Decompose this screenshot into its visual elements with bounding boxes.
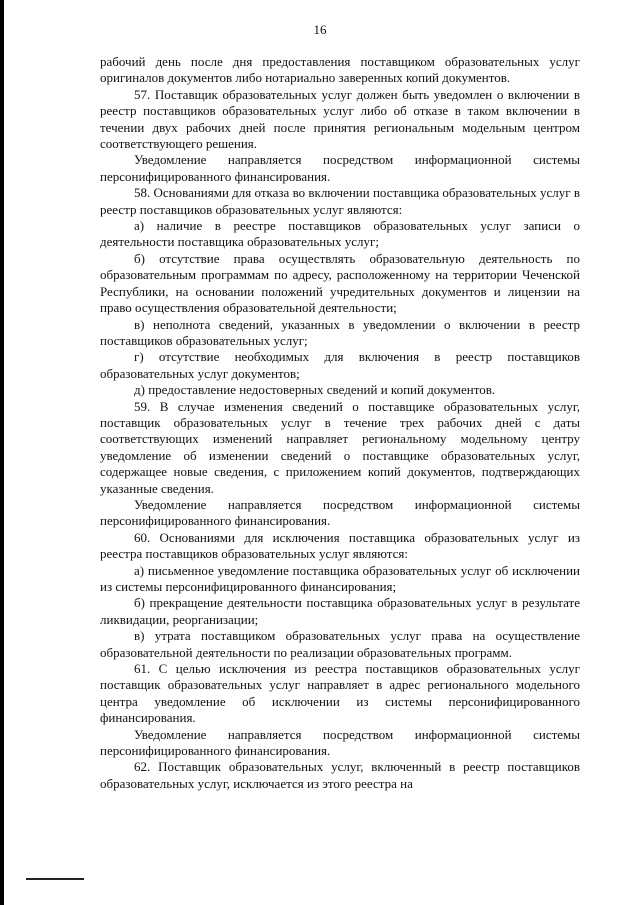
paragraph-59-notice: Уведомление направляется посредством информационной системы персонифицированного финансирования.: [100, 496, 580, 529]
paragraph-60: 60. Основаниями для исключения поставщика образовательных услуг из реестра поставщиков образовательных услуг являются:: [100, 529, 580, 562]
paragraph-59: 59. В случае изменения сведений о поставщике образовательных услуг, поставщик образовательных услуг в течение трех рабочих дней с даты соответствующих изменений направляет региональному модельному центру уведомление об изменении сведений о поставщике образовательных услуг, содержащее новые сведения, с приложением копий документов, подтверждающих указанные сведения.: [100, 398, 580, 496]
paragraph-58-b: б) отсутствие права осуществлять образовательную деятельность по образовательным программам по адресу, расположенному на территории Чеченской Республики, на основании положений учредительных документов и лицензии на право осуществления образовательной деятельности;: [100, 250, 580, 316]
scan-edge-bar: [0, 0, 4, 905]
paragraph-61-notice: Уведомление направляется посредством информационной системы персонифицированного финансирования.: [100, 726, 580, 759]
footer-rule: [26, 878, 84, 880]
paragraph-58-a: а) наличие в реестре поставщиков образовательных услуг записи о деятельности поставщика образовательных услуг;: [100, 218, 580, 250]
document-body: [100, 54, 580, 792]
paragraph-60-b: б) прекращение деятельности поставщика образовательных услуг в результате ликвидации, реорганизации;: [100, 595, 580, 627]
paragraph-continuation: рабочий день после дня предоставления поставщиком образовательных услуг оригиналов документов либо нотариально заверенных копий документов.: [100, 54, 580, 86]
paragraph-60-a: а) письменное уведомление поставщика образовательных услуг об исключении из системы персонифицированного финансирования;: [100, 562, 580, 594]
paragraph-60-v: в) утрата поставщиком образовательных услуг права на осуществление образовательной деятельности по реализации образовательных программ.: [100, 628, 580, 660]
paragraph-61: 61. С целью исключения из реестра поставщиков образовательных услуг поставщик образовательных услуг направляет в адрес регионального модельного центра уведомление об исключении из системы персонифицированного финансирования.: [100, 661, 580, 726]
paragraph-57: 57. Поставщик образовательных услуг должен быть уведомлен о включении в реестр поставщиков образовательных услуг либо об отказе в таком включении в течении двух рабочих дней после принятия региональным модельным центром соответствующего решения.: [100, 86, 580, 152]
paragraph-58: 58. Основаниями для отказа во включении поставщика образовательных услуг в реестр поставщиков образовательных услуг являются:: [100, 185, 580, 217]
paragraph-58-g: г) отсутствие необходимых для включения в реестр поставщиков образовательных услуг документов;: [100, 349, 580, 381]
paragraph-57-notice: Уведомление направляется посредством информационной системы персонифицированного финансирования.: [100, 152, 580, 184]
paragraph-58-d: д) предоставление недостоверных сведений и копий документов.: [134, 382, 496, 398]
paragraph-62: 62. Поставщик образовательных услуг, включенный в реестр поставщиков образовательных услуг, исключается из этого реестра на: [100, 759, 580, 791]
page-number: 16: [313, 22, 327, 37]
paragraph-58-v: в) неполнота сведений, указанных в уведомлении о включении в реестр поставщиков образовательных услуг;: [100, 316, 580, 348]
